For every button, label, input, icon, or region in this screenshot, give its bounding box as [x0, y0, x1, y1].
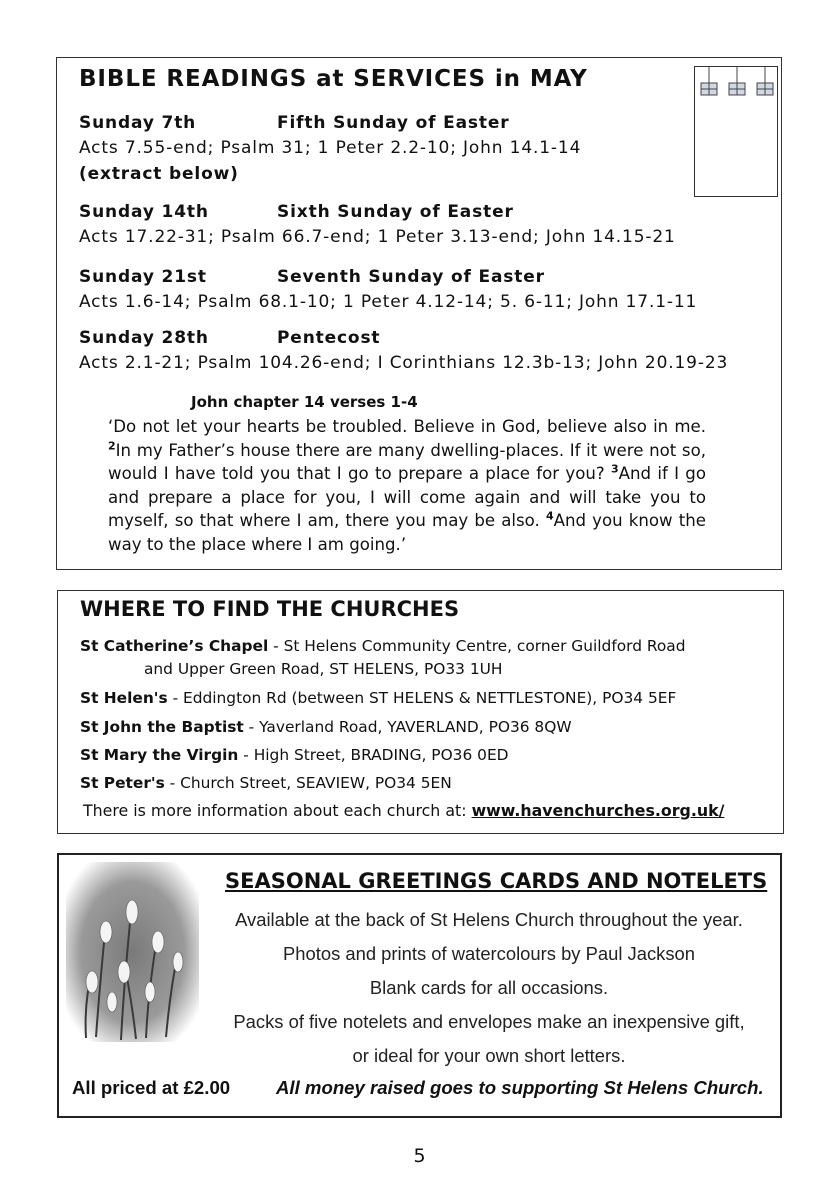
reading-sunday-28 — [79, 326, 728, 376]
page-number: 5 — [413, 1145, 426, 1167]
church-address: - St Helens Community Centre, corner Guildford Road — [268, 637, 686, 655]
passage-title: John chapter 14 verses 1-4 — [191, 393, 418, 411]
church-name: St Helen's — [80, 689, 168, 707]
church-address: - Yaverland Road, YAVERLAND, PO36 8QW — [243, 718, 572, 736]
sunday-references: Acts 2.1-21; Psalm 104.26-end; I Corinthians 12.3b-13; John 20.19-23 — [79, 353, 729, 373]
cards-line: Packs of five notelets and envelopes make an inexpensive gift, — [233, 1011, 745, 1032]
reading-sunday-7 — [79, 111, 581, 187]
hanging-books-icon — [701, 67, 773, 95]
sunday-date: Sunday 28th — [79, 328, 209, 348]
church-name: St Mary the Virgin — [80, 746, 239, 764]
cards-title: SEASONAL GREETINGS CARDS AND NOTELETS — [225, 869, 768, 893]
church-entry — [80, 716, 572, 739]
church-entry — [80, 687, 676, 710]
church-name: St John the Baptist — [80, 718, 244, 736]
sunday-date: Sunday 7th — [79, 113, 197, 133]
sunday-date: Sunday 14th — [79, 202, 209, 222]
sunday-name: Seventh Sunday of Easter — [277, 267, 545, 287]
churches-title: WHERE TO FIND THE CHURCHES — [80, 597, 460, 621]
cards-line: or ideal for your own short letters. — [352, 1045, 626, 1066]
church-name: St Peter's — [80, 774, 165, 792]
sunday-name: Fifth Sunday of Easter — [277, 113, 510, 133]
church-address: - Eddington Rd (between ST HELENS & NETTLESTONE), PO34 5EF — [167, 689, 677, 707]
sunday-name: Sixth Sunday of Easter — [277, 202, 514, 222]
church-address: - Church Street, SEAVIEW, PO34 5EN — [164, 774, 452, 792]
more-info-text: There is more information about each church at: — [83, 801, 472, 820]
cards-line: Available at the back of St Helens Church throughout the year. — [235, 909, 743, 930]
sunday-references: Acts 17.22-31; Psalm 66.7-end; 1 Peter 3.13-end; John 14.15-21 — [79, 227, 676, 247]
cards-line: Photos and prints of watercolours by Paul Jackson — [283, 943, 695, 964]
verse-2: In my Father’s house there are many dwelling-places. If it were not so, would I have told you that I go to prepare a place for you? — [108, 440, 706, 483]
church-name: St Catherine’s Chapel — [80, 637, 269, 655]
cards-line: Blank cards for all occasions. — [369, 977, 609, 998]
greeting-cards-box — [57, 853, 782, 1118]
readings-illustration — [694, 66, 778, 197]
extract-note: (extract below) — [79, 164, 239, 184]
sunday-date: Sunday 21st — [79, 267, 207, 287]
verse-number: 4 — [545, 509, 554, 523]
church-entry — [80, 744, 509, 767]
readings-title: BIBLE READINGS at SERVICES in MAY — [79, 66, 588, 92]
fundraising-note: All money raised goes to supporting St Helens Church. — [276, 1077, 764, 1098]
reading-sunday-21 — [79, 265, 697, 315]
sunday-references: Acts 7.55-end; Psalm 31; 1 Peter 2.2-10; John 14.1-14 — [79, 138, 582, 158]
verse-1: ‘Do not let your hearts be troubled. Believe in God, believe also in me. — [108, 417, 706, 436]
price-text: All priced at £2.00 — [72, 1077, 231, 1098]
reading-sunday-14 — [79, 200, 676, 250]
sunday-references: Acts 1.6-14; Psalm 68.1-10; 1 Peter 4.12-14; 5. 6-11; John 17.1-11 — [79, 292, 698, 312]
bible-readings-box — [56, 57, 782, 570]
more-info-line — [83, 801, 724, 820]
verse-number: 2 — [108, 438, 116, 452]
verse-number: 3 — [610, 462, 619, 476]
scripture-passage — [108, 415, 706, 556]
sunday-name: Pentecost — [277, 328, 381, 348]
churches-box — [57, 590, 784, 834]
church-address: - High Street, BRADING, PO36 0ED — [238, 746, 509, 764]
verse-3: And if I go and prepare a place for you, I will come again and will take you to myself, so that where I am, there you may be also. — [108, 464, 706, 530]
website-link[interactable]: www.havenchurches.org.uk/ — [471, 801, 725, 820]
church-address-continued: and Upper Green Road, ST HELENS, PO33 1UH — [144, 660, 503, 678]
verse-4: And you know the way to the place where I am going.’ — [108, 511, 706, 554]
church-entry — [80, 635, 686, 681]
church-entry — [80, 772, 452, 795]
